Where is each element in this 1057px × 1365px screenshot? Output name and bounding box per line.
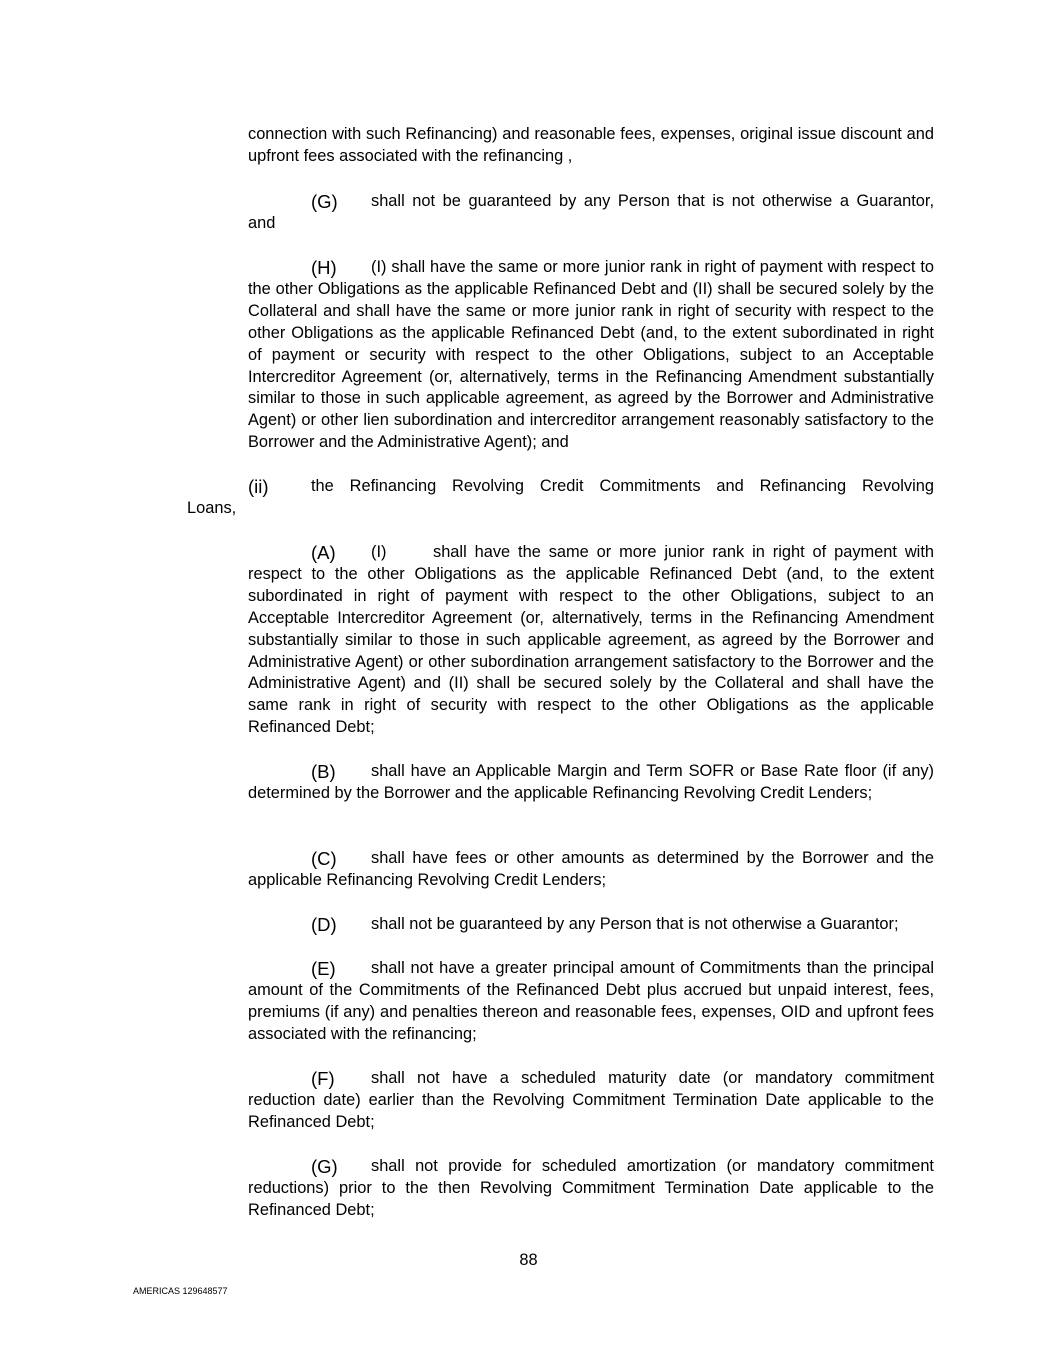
continued-paragraph [248, 124, 934, 168]
document-id: AMERICAS 129648577 [133, 1286, 228, 1296]
clause-f [248, 1068, 934, 1134]
clause-b-text: shall have an Applicable Margin and Term SOFR or Base Rate floor (if any) determined by the Borrower and the applicable Refinancing Revolving Credit Lenders; [248, 762, 934, 802]
clause-ii-text: the Refinancing Revolving Credit Commitments and Refinancing Revolving [311, 477, 934, 495]
clause-e-label: (E) [311, 958, 336, 979]
clause-b [248, 761, 934, 805]
clause-h [248, 257, 934, 454]
clause-ii [248, 476, 934, 498]
clause-a-text: shall have the same or more junior rank in right of payment with respect to the other Obligations as the applicable Refinanced Debt (and, to the extent subordinated in right of payment with respect to the other Obligations, subject to an Acceptable Intercreditor Agreement (or, alternatively, terms in the Refinancing Amendment substantially similar to those in such applicable agreement, as agreed by the Borrower and Administrative Agent) or other subordination arrangement satisfactory to the Borrower and the Administrative Agent) and (II) shall be secured solely by the Collateral and shall have the same rank in right of security with respect to the other Obligations as the applicable Refinanced Debt; [248, 543, 934, 737]
clause-e [248, 958, 934, 1046]
clause-a [248, 542, 934, 739]
clause-e-text: shall not have a greater principal amount of Commitments than the principal amount of the Commitments of the Refinanced Debt plus accrued but unpaid interest, fees, premiums (if any) and penalties thereon and reasonable fees, expenses, OID and upfront fees associated with the refinancing; [248, 959, 934, 1043]
clause-d-label: (D) [311, 914, 337, 935]
clause-f-text: shall not have a scheduled maturity date (or mandatory commitment reduction date) earlier than the Revolving Commitment Termination Date applicable to the Refinanced Debt; [248, 1069, 934, 1131]
clause-h-text: (I) shall have the same or more junior rank in right of payment with respect to the other Obligations as the applicable Refinanced Debt and (II) shall be secured solely by the Collateral and shall have the same or more junior rank in right of security with respect to the other Obligations as the applicable Refinanced Debt (and, to the extent subordinated in right of payment or security with respect to the other Obligations, subject to an Acceptable Intercreditor Agreement (or, alternatively, terms in the Refinancing Amendment substantially similar to those in such applicable agreement, as agreed by the Borrower and Administrative Agent) or other lien subordination and intercreditor arrangement reasonably satisfactory to the Borrower and the Administrative Agent); and [248, 258, 934, 452]
clause-a-label: (A) [311, 542, 336, 563]
continued-text: connection with such Refinancing) and reasonable fees, expenses, original issue discount and upfront fees associated with the refinancing , [248, 125, 934, 165]
clause-g2-text: shall not provide for scheduled amortization (or mandatory commitment reductions) prior to the then Revolving Commitment Termination Date applicable to the Refinanced Debt; [248, 1157, 934, 1219]
clause-b-label: (B) [311, 761, 336, 782]
page-number: 88 [519, 1251, 538, 1269]
clause-g1-text: shall not be guaranteed by any Person that is not otherwise a Guarantor, [371, 192, 934, 210]
clause-a-sub-label: (I) [371, 543, 387, 561]
clause-d [311, 914, 899, 936]
clause-h-label: (H) [311, 257, 337, 278]
clause-g1-label: (G) [311, 191, 338, 212]
clause-ii-label: (ii) [248, 476, 269, 497]
clause-c [248, 848, 934, 892]
clause-g2 [248, 1156, 934, 1222]
clause-d-text: shall not be guaranteed by any Person that is not otherwise a Guarantor; [371, 915, 899, 933]
clause-f-label: (F) [311, 1068, 335, 1089]
clause-g1-tail: and [248, 214, 276, 232]
clause-ii-tail: Loans, [187, 499, 237, 517]
clause-g2-label: (G) [311, 1156, 338, 1177]
clause-c-text: shall have fees or other amounts as determined by the Borrower and the applicable Refinancing Revolving Credit Lenders; [248, 849, 934, 889]
clause-g1 [311, 191, 934, 213]
clause-c-label: (C) [311, 848, 337, 869]
